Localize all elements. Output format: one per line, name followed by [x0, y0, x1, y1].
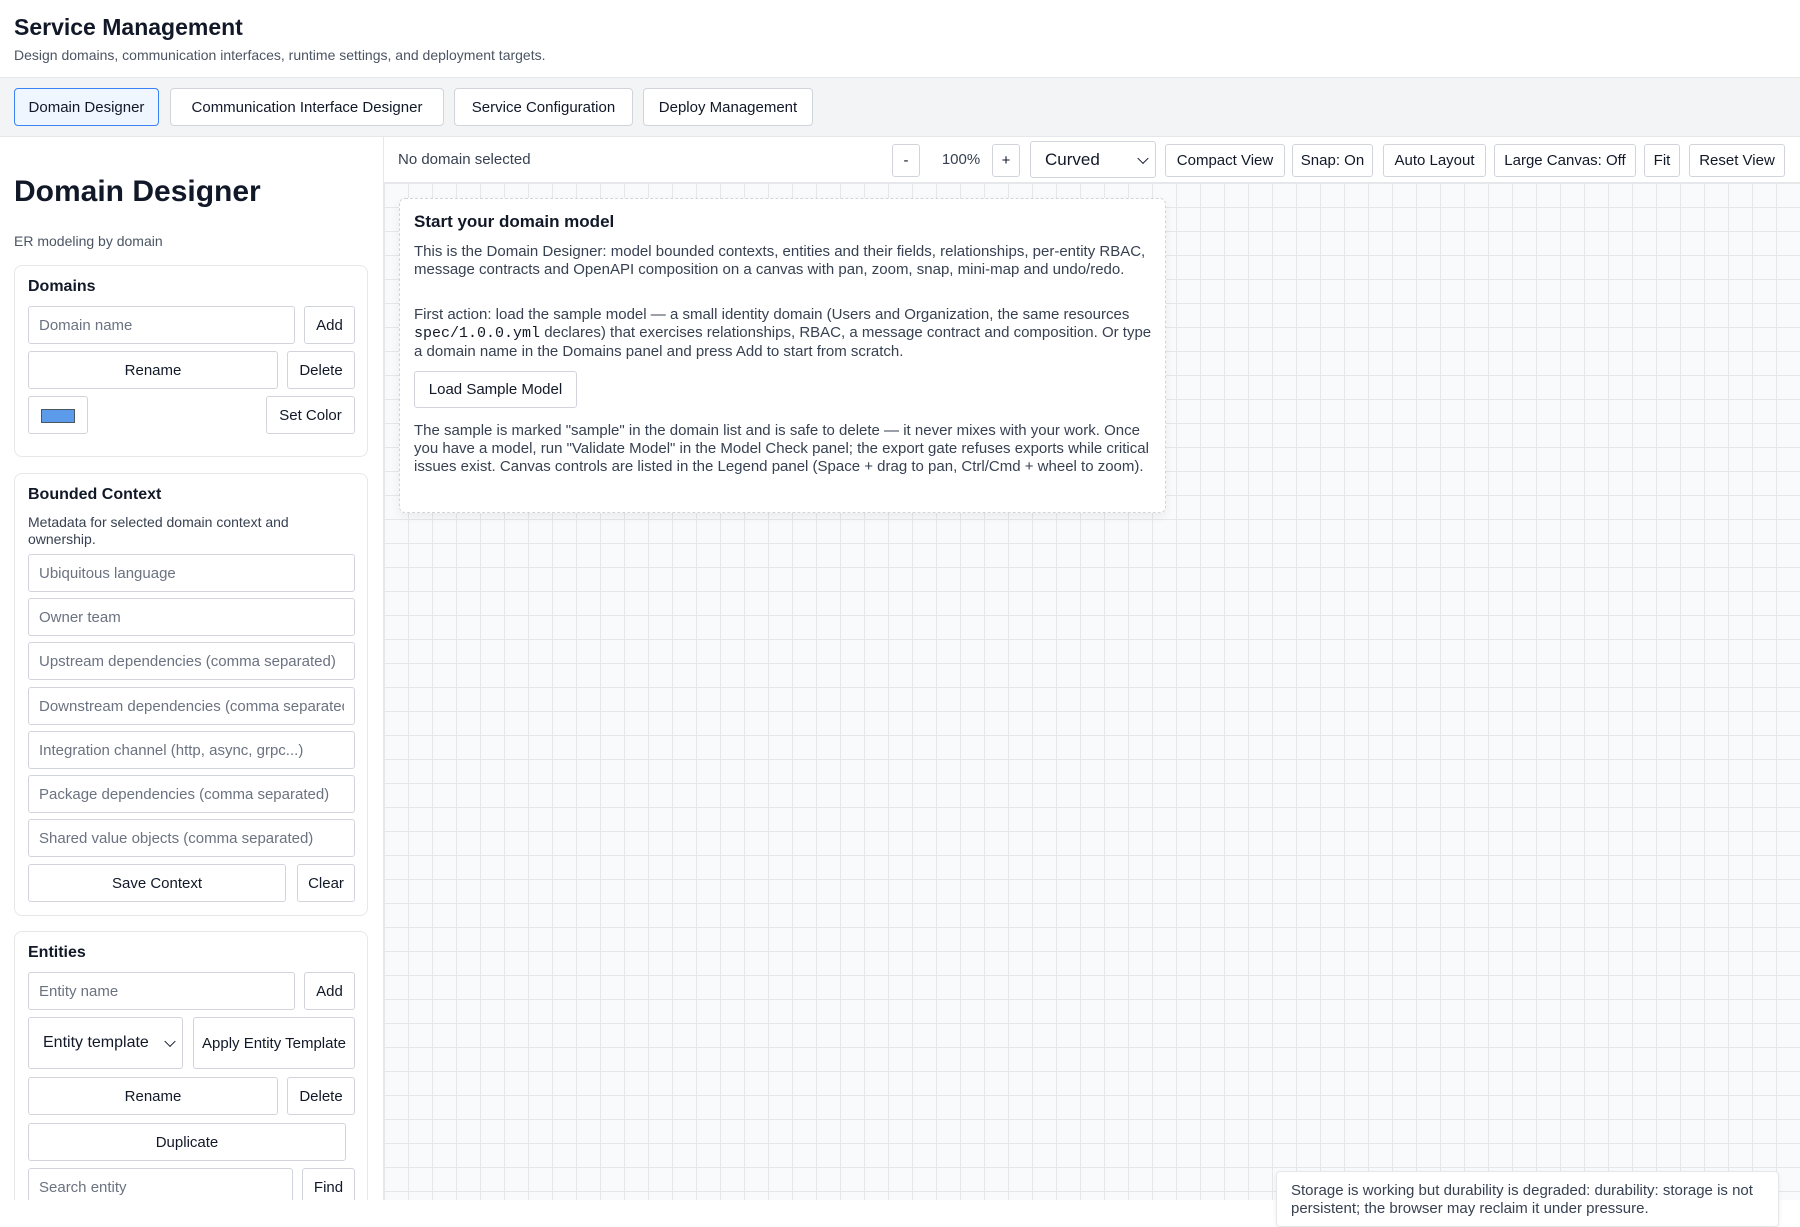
onboarding-first-action [414, 306, 1154, 361]
reset-view-button[interactable]: Reset View [1689, 144, 1785, 177]
entities-panel [14, 931, 368, 1200]
onboarding-sample-note: The sample is marked "sample" in the domain list and is safe to delete — it never mixes with your work. Once you have a model, run "Validate Model" in the Model Check panel; the export gate refuses exports while critical issues exist. Canvas controls are listed in the Legend panel (Space + drag to pan, Ctrl/Cmd + wheel to zoom). [414, 422, 1149, 475]
delete-domain-button[interactable]: Delete [287, 351, 355, 389]
zoom-in-button[interactable]: + [992, 144, 1020, 177]
find-entity-button[interactable]: Find [302, 1168, 355, 1200]
sidebar-subtitle: ER modeling by domain [14, 233, 163, 249]
integration-channel-input[interactable] [28, 731, 355, 769]
onboarding-title: Start your domain model [414, 212, 615, 231]
shared-value-objects-input[interactable] [28, 819, 355, 857]
domain-color-picker[interactable] [28, 396, 88, 434]
large-canvas-toggle-button[interactable]: Large Canvas: Off [1494, 144, 1636, 177]
add-entity-button[interactable]: Add [304, 972, 355, 1010]
bounded-context-panel [14, 473, 368, 916]
canvas-toolbar [384, 137, 1800, 183]
spec-file-path: spec/1.0.0.yml [414, 325, 541, 342]
upstream-dependencies-input[interactable] [28, 642, 355, 680]
sidebar [0, 137, 384, 1200]
auto-layout-button[interactable]: Auto Layout [1383, 144, 1486, 177]
downstream-dependencies-input[interactable] [28, 687, 355, 725]
chevron-down-icon [164, 1036, 175, 1047]
duplicate-entity-button[interactable]: Duplicate [28, 1123, 346, 1161]
rename-domain-button[interactable]: Rename [28, 351, 278, 389]
entity-template-select-value: Entity template [43, 1034, 149, 1051]
tab-domain-designer[interactable]: Domain Designer [14, 88, 159, 126]
edge-style-select[interactable] [1030, 141, 1156, 178]
onboarding-card [399, 198, 1166, 513]
app-subtitle: Design domains, communication interfaces, runtime settings, and deployment targets. [14, 47, 546, 63]
compact-view-button[interactable]: Compact View [1165, 144, 1285, 177]
delete-entity-button[interactable]: Delete [287, 1077, 355, 1115]
selection-status: No domain selected [398, 151, 531, 168]
load-sample-model-button[interactable]: Load Sample Model [414, 371, 577, 408]
canvas-area [384, 137, 1800, 1217]
set-color-button[interactable]: Set Color [266, 396, 355, 434]
zoom-out-button[interactable]: - [892, 144, 920, 177]
onboarding-intro: This is the Domain Designer: model bounded contexts, entities and their fields, relationships, per-entity RBAC, message contracts and OpenAPI composition on a canvas with pan, zoom, snap, mini-map and undo/redo. [414, 243, 1146, 278]
search-entity-input[interactable] [28, 1168, 293, 1200]
zoom-level: 100% [941, 151, 981, 168]
save-context-button[interactable]: Save Context [28, 864, 286, 902]
onboarding-first-action-text-end: declares) that exercises relationships, RBAC, a message contract and composition. Or type a domain name in the Domains panel and press Add to start from scratch. [414, 324, 1152, 360]
app-header [0, 0, 1800, 78]
package-dependencies-input[interactable] [28, 775, 355, 813]
snap-toggle-button[interactable]: Snap: On [1292, 144, 1373, 177]
bounded-context-description: Metadata for selected domain context and ownership. [28, 514, 289, 547]
app-title: Service Management [14, 14, 243, 40]
ubiquitous-language-input[interactable] [28, 554, 355, 592]
entity-template-select[interactable] [28, 1017, 183, 1069]
tab-communication-interface-designer[interactable]: Communication Interface Designer [170, 88, 444, 126]
storage-status-toast: Storage is working but durability is degraded: durability: storage is not persistent; the browser may reclaim it under pressure. [1276, 1171, 1779, 1227]
owner-team-input[interactable] [28, 598, 355, 636]
domains-panel [14, 265, 368, 457]
chevron-down-icon [1137, 152, 1148, 163]
edge-style-value: Curved [1045, 149, 1100, 169]
tab-bar [0, 78, 1800, 137]
entities-panel-title: Entities [28, 944, 86, 961]
rename-entity-button[interactable]: Rename [28, 1077, 278, 1115]
clear-context-button[interactable]: Clear [297, 864, 355, 902]
domain-name-input[interactable] [28, 306, 295, 344]
tab-service-configuration[interactable]: Service Configuration [454, 88, 633, 126]
color-swatch-fill [41, 409, 75, 423]
apply-entity-template-button[interactable]: Apply Entity Template [193, 1017, 355, 1069]
entity-name-input[interactable] [28, 972, 295, 1010]
add-domain-button[interactable]: Add [304, 306, 355, 344]
sidebar-title: Domain Designer [14, 175, 261, 208]
fit-button[interactable]: Fit [1644, 144, 1680, 177]
bounded-context-title: Bounded Context [28, 486, 162, 503]
domain-canvas[interactable] [384, 183, 1800, 1217]
domains-panel-title: Domains [28, 278, 96, 295]
tab-deploy-management[interactable]: Deploy Management [643, 88, 813, 126]
onboarding-first-action-text: First action: load the sample model — a small identity domain (Users and Organization, the same resources [414, 306, 1130, 323]
